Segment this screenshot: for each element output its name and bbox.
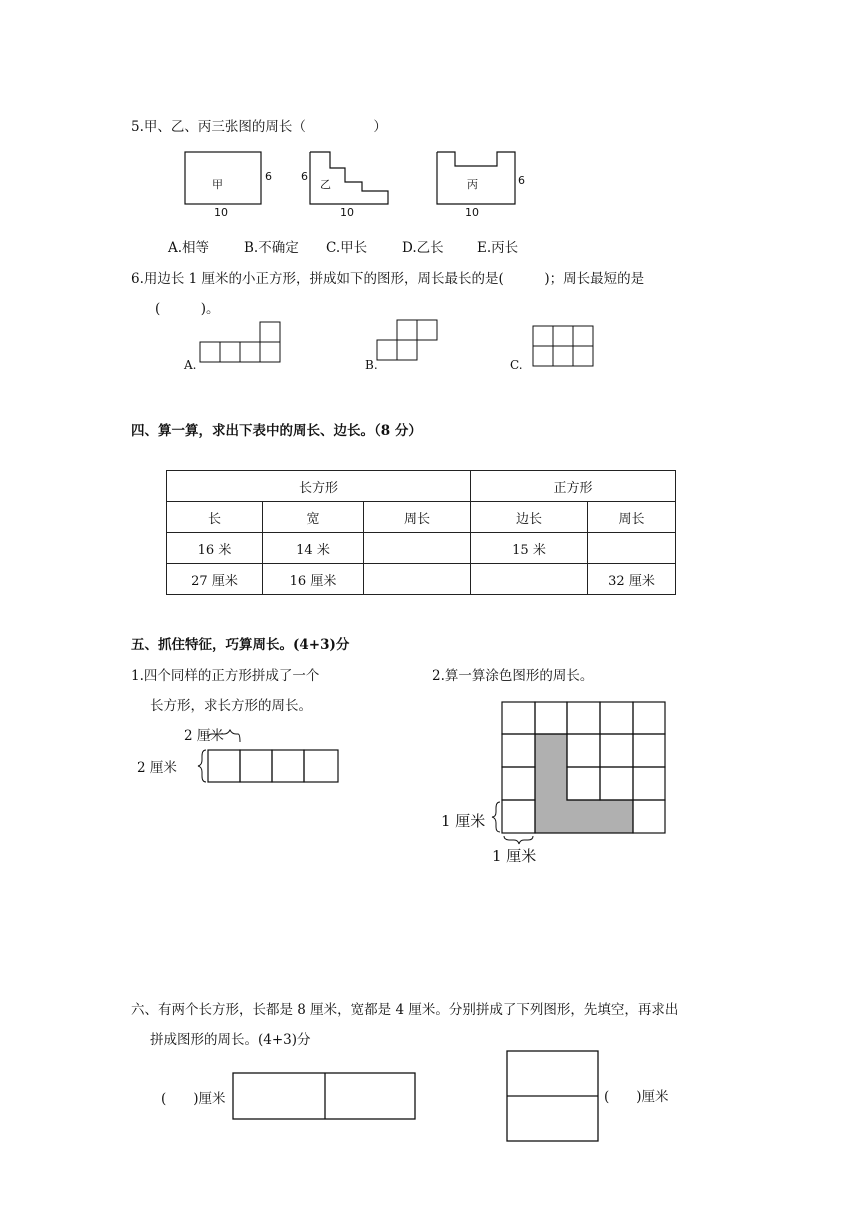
perimeter-table (166, 470, 676, 595)
table-cell (364, 564, 471, 595)
col-header-square-perimeter: 周长 (588, 502, 676, 533)
shaded-shape (535, 734, 633, 833)
col-header-length: 长 (167, 502, 263, 533)
shape-label-bing: 丙 (467, 178, 478, 191)
s5-p2-label-bottom: 1 厘米 (492, 847, 537, 865)
s6-figure-vertical (506, 1050, 616, 1150)
table-cell: 16 米 (167, 533, 263, 564)
s6-figure-horizontal (232, 1072, 432, 1132)
s5-p1-line1: 1.四个同样的正方形拼成了一个 (131, 668, 320, 684)
table-cell: 15 米 (471, 533, 588, 564)
col-header-rect-perimeter: 周长 (364, 502, 471, 533)
q6-line2: ( )。 (155, 301, 220, 317)
q6-figures (0, 320, 860, 380)
table-cell (364, 533, 471, 564)
s5-p1-line2: 长方形，求长方形的周长。 (150, 698, 312, 714)
table-cell: 32 厘米 (588, 564, 676, 595)
q6-option-a: A. (184, 358, 197, 372)
shape-label-yi: 乙 (320, 178, 331, 191)
q5-option-b: B.不确定 (244, 240, 299, 256)
dim-width-yi: 10 (340, 206, 354, 219)
table-row (167, 564, 676, 595)
dim-height-bing: 6 (518, 174, 525, 187)
s5-p2-title: 2.算一算涂色图形的周长。 (432, 668, 594, 684)
shape-jia (185, 152, 261, 204)
group-header-square: 正方形 (471, 471, 676, 502)
q6-option-c: C. (510, 358, 523, 372)
section5-heading: 五、抓住特征，巧算周长。(4+3)分 (131, 637, 350, 653)
shape-label-jia: 甲 (212, 178, 223, 191)
col-header-side: 边长 (471, 502, 588, 533)
table-cell: 27 厘米 (167, 564, 263, 595)
s6-blank-right: ( )厘米 (604, 1089, 669, 1105)
q5-title: 5.甲、乙、丙三张图的周长（ ） (131, 119, 387, 135)
table-row (167, 533, 676, 564)
table-cell: 16 厘米 (263, 564, 364, 595)
q5-option-a: A.相等 (168, 240, 210, 256)
dim-width-bing: 10 (465, 206, 479, 219)
group-header-rectangle: 长方形 (167, 471, 471, 502)
s5-p2-label-left: 1 厘米 (441, 812, 486, 830)
section4-heading: 四、算一算，求出下表中的周长、边长。（8 分） (131, 423, 422, 439)
table-cell (588, 533, 676, 564)
q6-option-b: B. (365, 358, 378, 372)
s5-p1-label-left: 2 厘米 (137, 760, 177, 776)
table-cell (471, 564, 588, 595)
dim-width-jia: 10 (214, 206, 228, 219)
dim-height-yi: 6 (301, 170, 308, 183)
q5-option-c: C.甲长 (326, 240, 368, 256)
q6-line1: 6.用边长 1 厘米的小正方形，拼成如下的图形，周长最长的是( )；周长最短的是 (131, 271, 645, 287)
s5-p1-figure (190, 730, 410, 790)
s6-blank-left: ( )厘米 (161, 1091, 226, 1107)
table-cell: 14 米 (263, 533, 364, 564)
s5-p1-label-top: 2 厘米 (184, 728, 224, 744)
section6-line2: 拼成图形的周长。(4+3)分 (150, 1032, 311, 1048)
col-header-width: 宽 (263, 502, 364, 533)
q5-option-d: D.乙长 (402, 240, 444, 256)
section6-line1: 六、有两个长方形，长都是 8 厘米，宽都是 4 厘米。分别拼成了下列图形，先填空，再求出 (131, 1002, 679, 1018)
dim-height-jia: 6 (265, 170, 272, 183)
q5-option-e: E.丙长 (477, 240, 519, 256)
